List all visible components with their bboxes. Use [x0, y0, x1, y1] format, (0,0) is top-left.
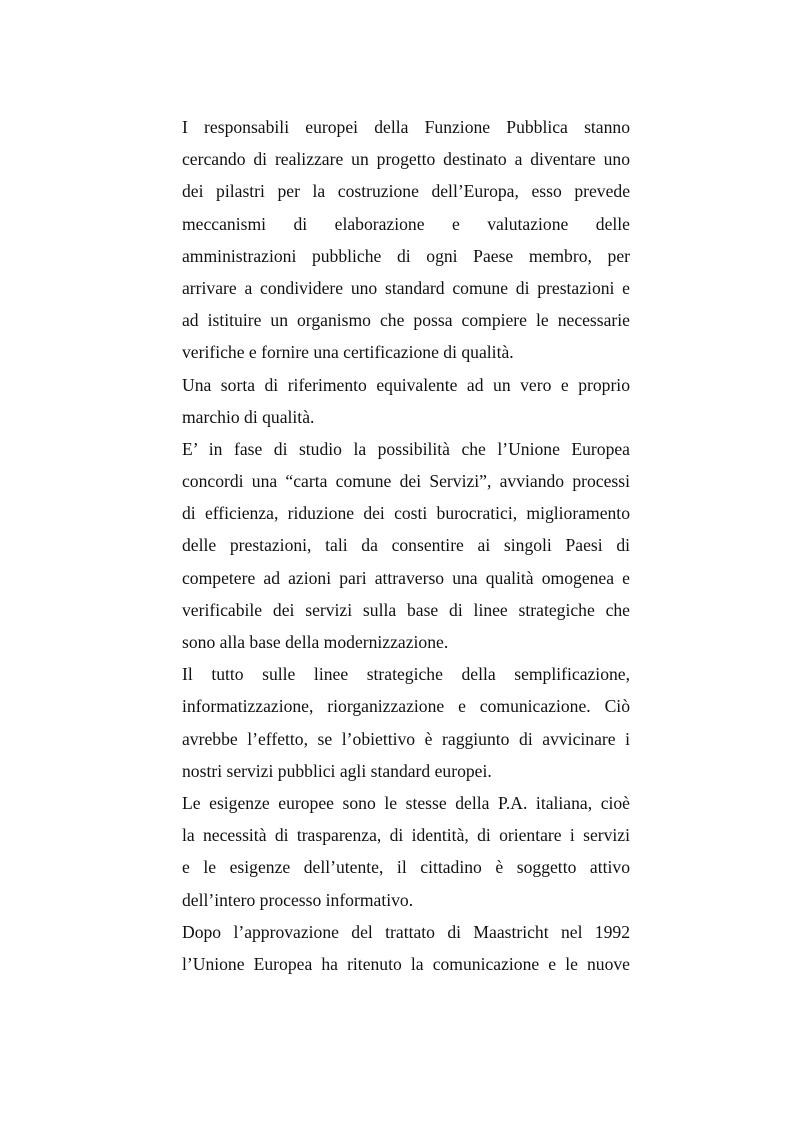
body-text [182, 111, 630, 980]
text-line: verifiche e fornire una certificazione di qualità. [182, 342, 514, 363]
text-line: Una sorta di riferimento equivalente ad un vero e proprio [182, 374, 630, 395]
text-line: dell’intero processo informativo. [182, 889, 414, 910]
text-line: marchio di qualità. [182, 406, 315, 427]
text-line: competere ad azioni pari attraverso una qualità omogenea e [182, 567, 630, 588]
text-line: la necessità di trasparenza, di identità, di orientare i servizi [182, 825, 630, 846]
text-line: I responsabili europei della Funzione Pubblica stanno [182, 117, 630, 137]
text-line: Il tutto sulle linee strategiche della semplificazione, [182, 664, 630, 685]
text-line: delle prestazioni, tali da consentire ai singoli Paesi di [182, 535, 630, 556]
text-line: l’Unione Europea ha ritenuto la comunicazione e le nuove [182, 953, 630, 974]
text-line: meccanismi di elaborazione e valutazione delle [182, 213, 630, 234]
text-line: amministrazioni pubbliche di ogni Paese membro, per [182, 245, 630, 266]
text-line: dei pilastri per la costruzione dell’Europa, esso prevede [182, 181, 630, 202]
text-line: cercando di realizzare un progetto destinato a diventare uno [182, 149, 630, 170]
text-line: arrivare a condividere uno standard comune di prestazioni e [182, 277, 630, 298]
text-line: Le esigenze europee sono le stesse della P.A. italiana, cioè [182, 792, 630, 813]
text-line: di efficienza, riduzione dei costi burocratici, miglioramento [182, 503, 630, 524]
text-line: concordi una “carta comune dei Servizi”, avviando processi [182, 471, 630, 492]
text-line: sono alla base della modernizzazione. [182, 632, 449, 652]
text-line: ad istituire un organismo che possa compiere le necessarie [182, 310, 630, 331]
text-line: e le esigenze dell’utente, il cittadino è soggetto attivo [182, 857, 630, 878]
text-line: verificabile dei servizi sulla base di linee strategiche che [182, 599, 630, 620]
text-line: avrebbe l’effetto, se l’obiettivo è raggiunto di avvicinare i [182, 728, 630, 749]
text-line: informatizzazione, riorganizzazione e comunicazione. Ciò [182, 696, 630, 717]
text-line: E’ in fase di studio la possibilità che l’Unione Europea [182, 438, 630, 459]
text-line: Dopo l’approvazione del trattato di Maastricht nel 1992 [182, 921, 630, 942]
text-line: nostri servizi pubblici agli standard europei. [182, 760, 492, 781]
